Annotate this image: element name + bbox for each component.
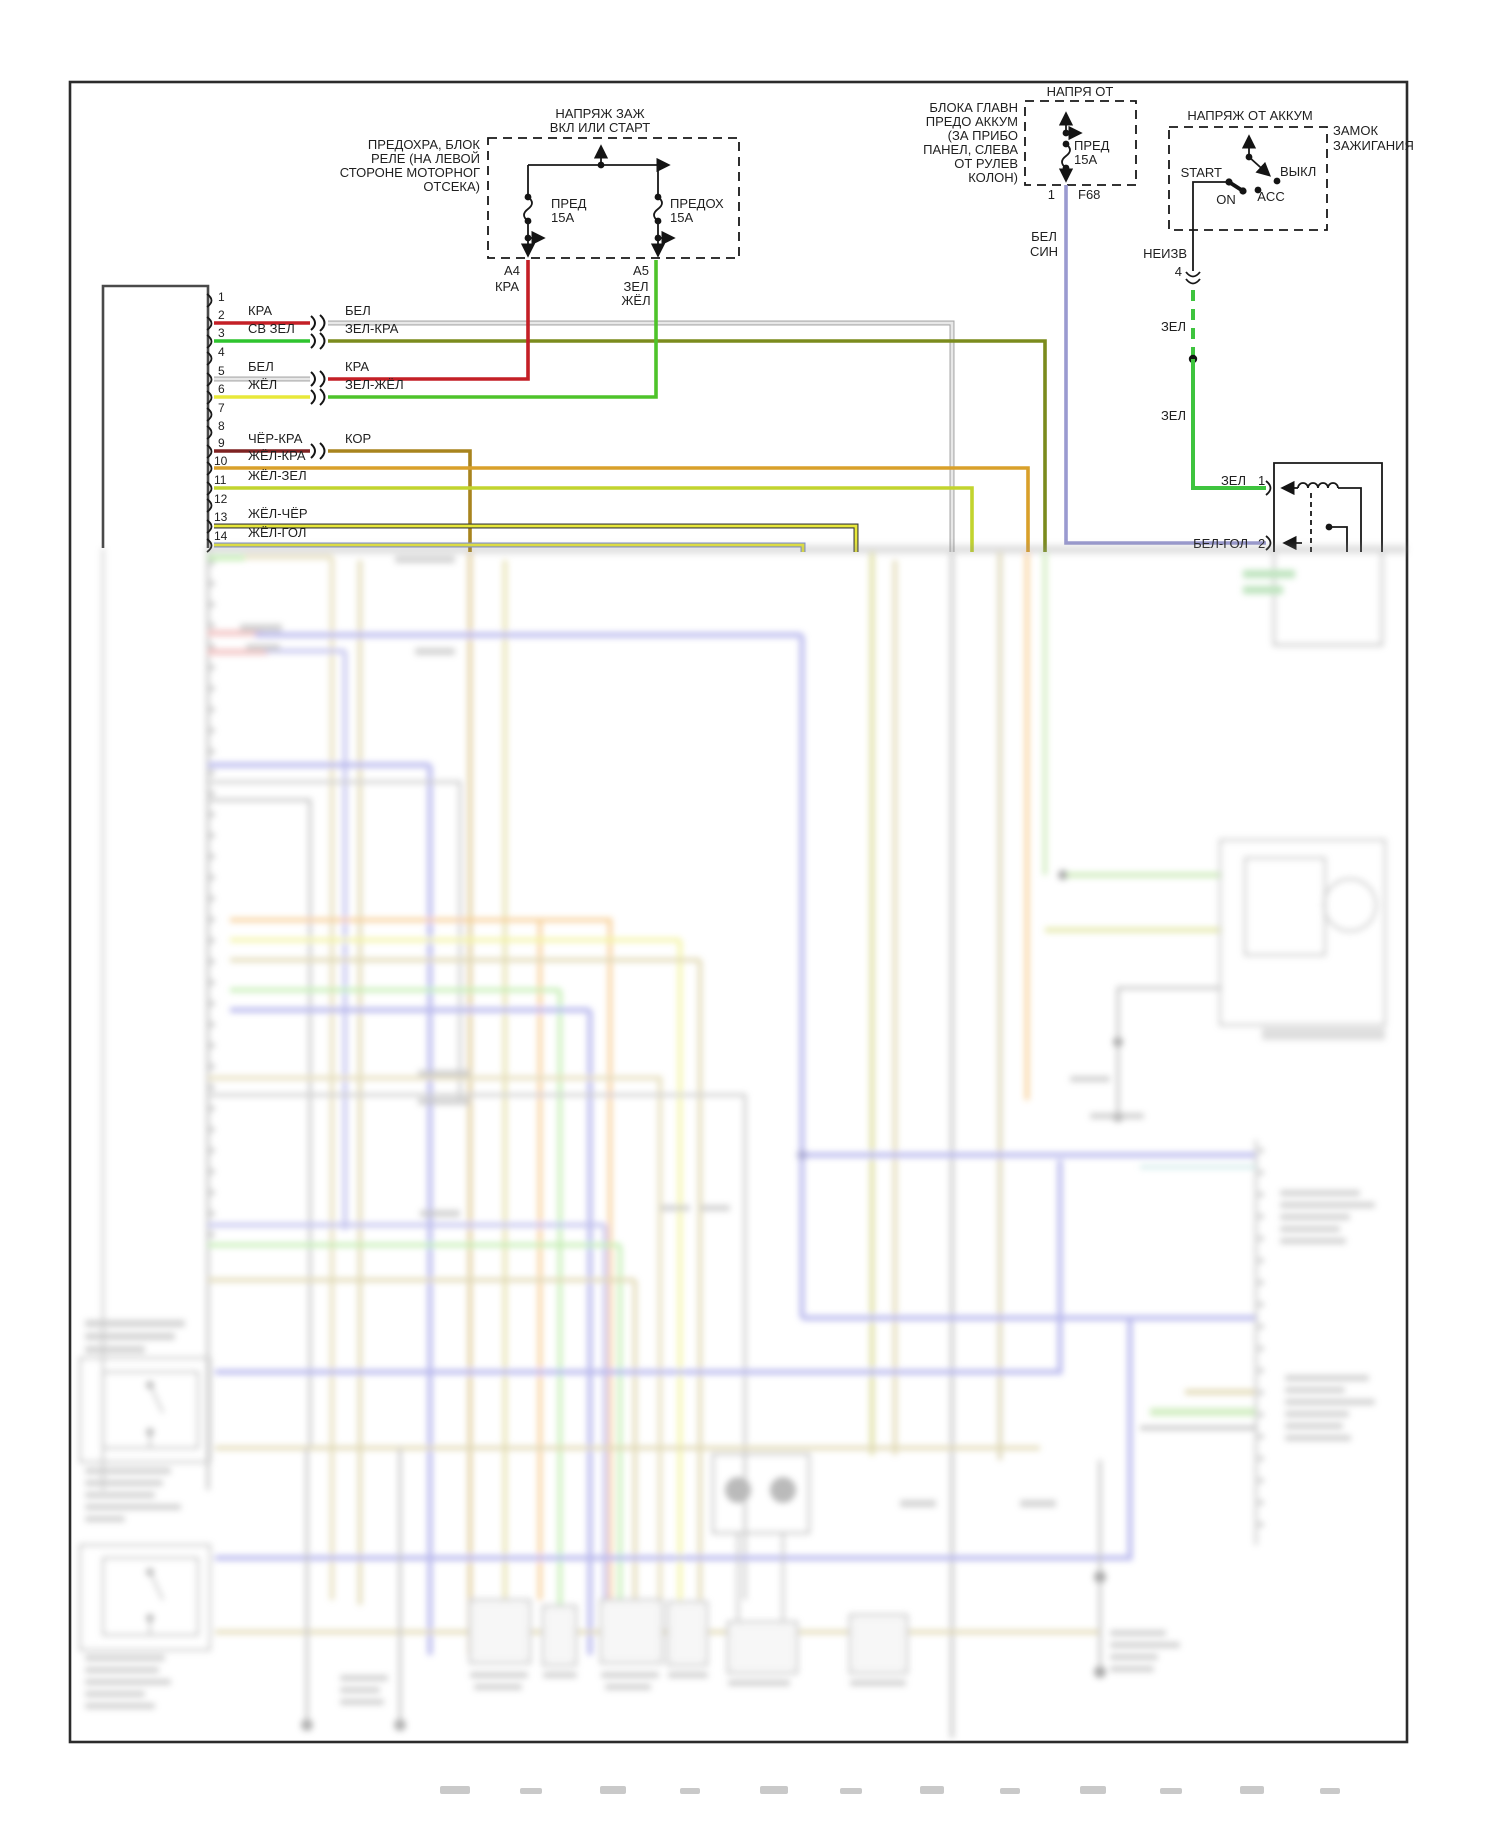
pin-a5: А5 (633, 263, 649, 278)
pos-acc-label: ACC (1257, 189, 1285, 204)
wire-bel-edge (328, 323, 952, 552)
blurred-switch-box-2 (80, 1545, 210, 1650)
relay-pin2-num: 2 (1258, 536, 1266, 551)
blurred-dot (1094, 1571, 1106, 1583)
coil-return (1338, 488, 1361, 552)
fuse-symbol (654, 197, 662, 221)
blurred-lamp (770, 1477, 796, 1503)
relay-component (1193, 463, 1382, 552)
pin-number: 2 (218, 308, 225, 322)
wire-zhel-kra (214, 468, 1028, 552)
location-label: КОЛОН) (968, 170, 1018, 185)
blurred-label-blobs (85, 556, 1375, 1709)
location-label: ПАНЕЛ, СЛЕВА (923, 142, 1018, 157)
relay-coil (1298, 483, 1338, 488)
location-label: ПРЕДОХРА, БЛОК (367, 137, 480, 152)
blurred-relay-bottom (1274, 552, 1382, 645)
engine-fuse-relay-box (340, 106, 739, 308)
pin-number: 13 (214, 510, 228, 524)
blurred-motor-box (1220, 840, 1385, 1040)
pin-number: 9 (218, 436, 225, 450)
wire-label: ЧЁР-КРА (248, 431, 303, 446)
blur-boundary-smear (208, 545, 1407, 554)
location-label: ОТСЕКА) (423, 179, 480, 194)
junction-dot (598, 162, 605, 169)
blurred-lower-diagram (80, 545, 1407, 1738)
wire-label: КРА (345, 359, 370, 374)
wire-label: СВ ЗЕЛ (248, 321, 295, 336)
wire-label: КОР (345, 431, 372, 446)
pos-on-label: ON (1216, 192, 1236, 207)
connector-id: F68 (1078, 187, 1101, 202)
blurred-wire (215, 1160, 1060, 1372)
blurred-wire (215, 1320, 1130, 1558)
location-label: СТОРОНЕ МОТОРНОГ (339, 165, 480, 180)
fuse-rating: 15А (1074, 152, 1098, 167)
switch-name: ЗАМОК (1333, 123, 1379, 138)
blurred-component-row (470, 1600, 907, 1673)
location-label: ОТ РУЛЕВ (954, 156, 1018, 171)
blurred-dot (301, 1719, 313, 1731)
fuse-name: ПРЕД (551, 196, 587, 211)
fuse-rating: 15А (670, 210, 694, 225)
footer-watermark-blobs (440, 1786, 1340, 1794)
pin-number: 7 (218, 401, 225, 415)
blurred-label (1243, 586, 1283, 594)
fuse-name: ПРЕД (1074, 138, 1110, 153)
pin-number: 8 (218, 419, 225, 433)
blurred-dot (797, 1150, 807, 1160)
fuse-symbol (524, 197, 532, 221)
blurred-dot (146, 1568, 154, 1576)
blurred-lamp-box (713, 1454, 809, 1622)
blurred-switch-box-1 (80, 1358, 210, 1462)
pin-number: 4 (218, 345, 225, 359)
wire-label: ЖЁЛ-ЧЁР (248, 506, 308, 521)
wire-zhel: ЖЁЛ (621, 293, 651, 308)
pos-start-label: START (1180, 165, 1222, 180)
wire-label: КРА (248, 303, 273, 318)
fuse-name: ПРЕДОХ (670, 196, 724, 211)
wire-bel (328, 323, 952, 552)
switch-arm (1249, 157, 1269, 175)
pin-number: 12 (214, 492, 228, 506)
fuse-symbol (1062, 144, 1070, 168)
blurred-dot (1058, 870, 1068, 880)
voltage-label: НАПРЯ ОТ (1046, 84, 1114, 99)
pin-number: 6 (218, 382, 225, 396)
green-wire-path (1161, 290, 1266, 488)
main-connector (103, 286, 228, 552)
relay-pin2-wire: БЕЛ-ГОЛ (1193, 536, 1248, 551)
pin-number: 10 (214, 454, 228, 468)
battery-fuse-f68 (923, 84, 1136, 259)
wire-kor (328, 451, 470, 552)
wire-sin: СИН (1029, 244, 1059, 259)
wire-zel-kra (328, 341, 1045, 552)
pin-number: 14 (214, 529, 228, 543)
location-label: РЕЛЕ (НА ЛЕВОЙ (370, 151, 480, 166)
wire-label: ЖЁЛ-КРА (248, 448, 306, 463)
wire-label: ЖЁЛ-ГОЛ (248, 525, 307, 540)
voltage-label: ВКЛ ИЛИ СТАРТ (549, 120, 651, 135)
wire-zel-label: ЗЕЛ (1160, 408, 1186, 423)
fuse-rating: 15А (551, 210, 575, 225)
pin-number: 3 (218, 326, 225, 340)
wire-label: ЖЁЛ (248, 377, 278, 392)
location-label: БЛОКА ГЛАВН (929, 100, 1018, 115)
blurred-dot (146, 1428, 154, 1436)
blurred-wire (230, 920, 610, 1655)
blurred-dot (146, 1614, 154, 1622)
blurred-label (1243, 570, 1295, 578)
relay-box (1274, 463, 1382, 552)
wire-neizv-label: НЕИЗВ (1143, 246, 1187, 261)
pin-number: 11 (214, 473, 227, 487)
pin-number: 5 (218, 364, 225, 378)
pin-number: 1 (1047, 187, 1055, 202)
voltage-label: НАПРЯЖ ОТ АККУМ (1187, 108, 1313, 123)
pin1-connector (1266, 481, 1271, 495)
relay-pin1-wire: ЗЕЛ (1220, 473, 1246, 488)
pin-number: 1 (218, 290, 225, 304)
connector-body (103, 286, 208, 548)
wire-label: ЗЕЛ-КРА (345, 321, 399, 336)
wire-label: ЖЁЛ-ЗЕЛ (248, 468, 307, 483)
blurred-dot (1113, 1037, 1123, 1047)
fuse-right (654, 165, 724, 255)
wire-label: БЕЛ (248, 359, 274, 374)
switch-name: ЗАЖИГАНИЯ (1333, 138, 1414, 153)
blurred-lamp (725, 1477, 751, 1503)
pin-4-label: 4 (1174, 264, 1182, 279)
location-label: ПРЕДО АККУМ (925, 114, 1018, 129)
pin-a4: А4 (504, 263, 520, 278)
location-label: (ЗА ПРИБО (947, 128, 1018, 143)
wire-kra: КРА (494, 279, 520, 294)
wire-label: ЗЕЛ-ЖЁЛ (345, 377, 404, 392)
blurred-wire (1118, 988, 1222, 1120)
fuse-left (524, 165, 587, 255)
blurred-dot (394, 1719, 406, 1731)
relay-pin1-num: 1 (1258, 473, 1266, 488)
blurred-dot (146, 1381, 154, 1389)
inline-connectors (311, 315, 325, 459)
wire-zel-solid (1193, 359, 1266, 488)
wire-zel-label: ЗЕЛ (1160, 319, 1186, 334)
pos-off-label: ВЫКЛ (1280, 164, 1317, 179)
blurred-dot (1094, 1666, 1106, 1678)
wire-bel: БЕЛ (1031, 229, 1057, 244)
blurred-wire (208, 1095, 745, 1600)
inline-connector (1186, 279, 1200, 284)
inline-connector (1186, 272, 1200, 277)
wire-label: БЕЛ (345, 303, 371, 318)
wire-zel: ЗЕЛ (623, 279, 649, 294)
ignition-switch (1143, 108, 1414, 284)
voltage-label: НАПРЯЖ ЗАЖ (555, 106, 645, 121)
blurred-wire (208, 800, 310, 1448)
